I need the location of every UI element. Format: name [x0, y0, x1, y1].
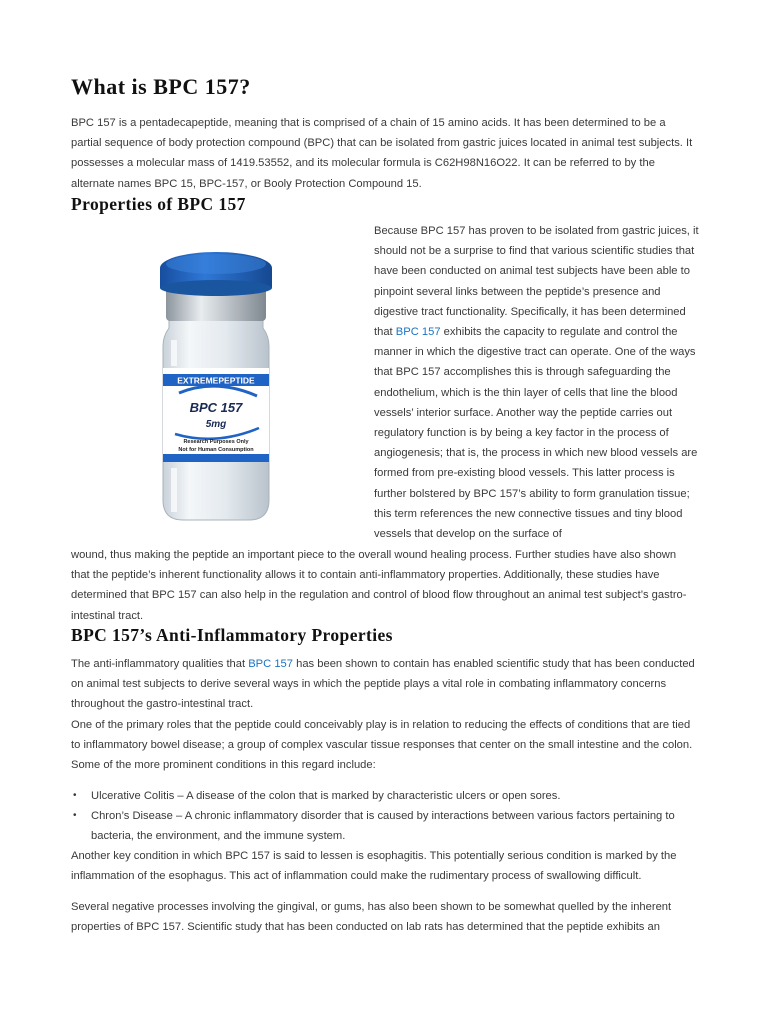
list-item: • Chron’s Disease – A chronic inflammatory disorder that is caused by interactions between various factors pertaining to bacteria, the environment, and the immune system.: [71, 806, 696, 846]
vial-dose-text: 5mg: [205, 419, 227, 430]
vial-image: [71, 228, 361, 528]
vial-illustration: [71, 228, 361, 528]
vial-product-text: BPC 157: [189, 400, 243, 415]
bpc157-link-2[interactable]: BPC 157: [248, 658, 293, 670]
anti-inflammatory-paragraph-1: [71, 654, 696, 715]
anti-inflammatory-text-after-link: has been shown to contain has enabled scientific study that has been conducted on animal test subjects to derive several ways in which the peptide plays a vital role in combating inflammatory concerns throughout the gastro-intestinal tract.: [71, 658, 695, 711]
anti-inflammatory-paragraph-4: Several negative processes involving the gingival, or gums, has also been shown to be somewhat quelled by the inherent properties of BPC 157. Scientific study that has been conducted on lab rats has determined that the peptide exhibits an: [71, 901, 672, 934]
list-item: • Ulcerative Colitis – A disease of the colon that is marked by characteristic ulcers or open sores.: [71, 786, 696, 806]
properties-paragraph: [374, 221, 700, 544]
anti-inflammatory-paragraph-2: One of the primary roles that the peptide could conceivably play is in relation to reducing the effects of conditions that are tied to inflammatory bowel disease; a group of complex vascular tissue responses that center on the small intestine and the colon. Some of the more prominent conditions in this regard include:: [71, 719, 693, 772]
anti-inflammatory-text-before-link: The anti-inflammatory qualities that: [71, 658, 249, 670]
vial-disclaimer-1: Research Purposes Only: [183, 439, 249, 445]
section-heading-properties: Properties of BPC 157: [71, 194, 246, 214]
intro-paragraph: BPC 157 is a pentadecapeptide, meaning that is comprised of a chain of 15 amino acids. It has been determined to be a partial sequence of body protection compound (BPC) that can be isolated from gastric juices located in animal test subjects. It possesses a molecular mass of 1419.53552, and its molecular formula is C62H98N16O22. It can be referred to by the alternate names BPC 15, BPC-157, or Booly Protection Compound 15.: [71, 117, 693, 190]
properties-paragraph-continued: wound, thus making the peptide an important piece to the overall wound healing process. Further studies have also shown that the peptide’s inherent functionality allows it to contain anti-inflammatory properties. Additionally, these studies have determined that BPC 157 can also help in the regulation and control of blood flow throughout an animal test subject’s gastro-intestinal tract.: [71, 549, 687, 622]
vial-disclaimer-2: Not for Human Consumption: [178, 447, 254, 453]
bpc157-link-1[interactable]: BPC 157: [395, 326, 441, 339]
page-title: What is BPC 157?: [71, 74, 251, 99]
conditions-list: [71, 786, 696, 847]
section-heading-anti-inflammatory: BPC 157’s Anti-Inflammatory Properties: [71, 625, 393, 645]
properties-text-after-link: exhibits the capacity to regulate and control the manner in which the digestive tract can operate. One of the ways that BPC 157 accomplishes this is through safeguarding the endothelium, which is the thin layer of cells that line the blood vessels’ interior surface. Another way the peptide carries out regulatory function is by being a key factor in the process of angiogenesis; that is, the process in which new blood vessels are formed from pre-existing blood vessels. This latter process is further bolstered by BPC 157’s ability to form granulation tissue; this term references the new connective tissues and tiny blood vessels that develop on the surface of: [374, 326, 698, 541]
anti-inflammatory-paragraph-3: Another key condition in which BPC 157 is said to lessen is esophagitis. This potentially serious condition is marked by the inflammation of the esophagus. This act of inflammation could make the rudimentary process of swallowing difficult.: [71, 850, 677, 883]
vial-brand-text: EXTREMEPEPTIDE: [177, 375, 255, 386]
properties-text-before-link: Because BPC 157 has proven to be isolated from gastric juices, it should not be a surprise to find that various scientific studies that have been conducted on animal test subjects have been able to pinpoint several links between the peptide’s presence and digestive tract functionality. Specifically, it has been determined that: [374, 225, 699, 339]
